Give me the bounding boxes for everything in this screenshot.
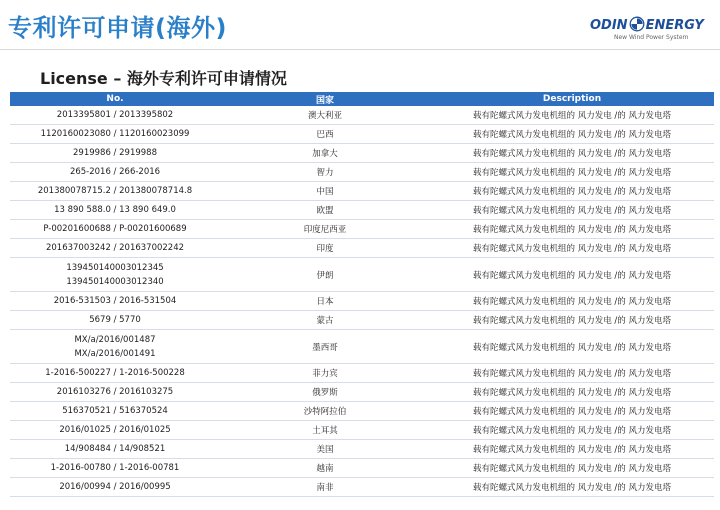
cell-country: 中国 <box>220 182 430 201</box>
cell-patent-number <box>10 402 220 421</box>
cell-patent-number <box>10 292 220 311</box>
cell-description: 载有陀螺式风力发电机组的 风力发电 /的 风力发电塔 <box>430 478 714 497</box>
cell-patent-number <box>10 220 220 239</box>
table-row <box>10 258 714 292</box>
patent-number-line: 1120160023080 / 1120160023099 <box>40 129 190 139</box>
cell-description: 载有陀螺式风力发电机组的 风力发电 /的 风力发电塔 <box>430 163 714 182</box>
section-heading: License – 海外专利许可申请情况 <box>40 69 287 88</box>
patent-number-line: 5679 / 5770 <box>89 315 141 325</box>
patent-number-line: 1-2016-00780 / 1-2016-00781 <box>50 463 180 473</box>
cell-patent-number <box>10 478 220 497</box>
cell-country: 菲力宾 <box>220 364 430 383</box>
table-row <box>10 311 714 330</box>
cell-country: 蒙古 <box>220 311 430 330</box>
cell-patent-number <box>10 106 220 125</box>
table-row <box>10 330 714 364</box>
table-row <box>10 421 714 440</box>
cell-description: 载有陀螺式风力发电机组的 风力发电 /的 风力发电塔 <box>430 182 714 201</box>
table-row <box>10 125 714 144</box>
cell-patent-number <box>10 330 220 364</box>
cell-description: 载有陀螺式风力发电机组的 风力发电 /的 风力发电塔 <box>430 421 714 440</box>
patent-number-line: 201637003242 / 201637002242 <box>45 243 185 253</box>
table-row <box>10 106 714 125</box>
table-row <box>10 292 714 311</box>
cell-country: 墨西哥 <box>220 330 430 364</box>
cell-description: 载有陀螺式风力发电机组的 风力发电 /的 风力发电塔 <box>430 201 714 220</box>
table-row <box>10 201 714 220</box>
cell-country: 越南 <box>220 459 430 478</box>
cell-description: 载有陀螺式风力发电机组的 风力发电 /的 风力发电塔 <box>430 440 714 459</box>
cell-description: 载有陀螺式风力发电机组的 风力发电 /的 风力发电塔 <box>430 220 714 239</box>
table-row <box>10 383 714 402</box>
table-row <box>10 459 714 478</box>
table-body <box>10 106 714 497</box>
cell-patent-number <box>10 440 220 459</box>
cell-country: 日本 <box>220 292 430 311</box>
table-row <box>10 364 714 383</box>
cell-patent-number <box>10 421 220 440</box>
patent-number-line: 2919986 / 2919988 <box>73 148 157 158</box>
table-row <box>10 402 714 421</box>
patent-number-line: 2016-531503 / 2016-531504 <box>53 296 177 306</box>
cell-description: 载有陀螺式风力发电机组的 风力发电 /的 风力发电塔 <box>430 383 714 402</box>
cell-country: 俄罗斯 <box>220 383 430 402</box>
header-divider <box>0 49 720 50</box>
column-header-country: 国家 <box>220 92 430 106</box>
cell-patent-number <box>10 144 220 163</box>
patent-number-line: MX/a/2016/001491 <box>74 348 156 359</box>
column-header-no: No. <box>10 92 220 106</box>
cell-description: 载有陀螺式风力发电机组的 风力发电 /的 风力发电塔 <box>430 144 714 163</box>
cell-patent-number <box>10 311 220 330</box>
cell-country: 澳大利亚 <box>220 106 430 125</box>
patent-number-line: 14/908484 / 14/908521 <box>64 444 166 454</box>
patent-number-line: 139450140003012340 <box>66 276 164 287</box>
cell-country: 沙特阿拉伯 <box>220 402 430 421</box>
logo-tagline: New Wind Power System <box>614 34 689 41</box>
table-row <box>10 144 714 163</box>
logo-text-right: ENERGY <box>645 18 704 33</box>
cell-description: 载有陀螺式风力发电机组的 风力发电 /的 风力发电塔 <box>430 459 714 478</box>
patent-number-line: MX/a/2016/001487 <box>74 334 156 345</box>
cell-country: 伊朗 <box>220 258 430 292</box>
cell-country: 印度尼西亚 <box>220 220 430 239</box>
table-header-row <box>10 92 714 106</box>
swirl-icon <box>629 16 645 32</box>
table-row <box>10 478 714 497</box>
cell-description: 载有陀螺式风力发电机组的 风力发电 /的 风力发电塔 <box>430 125 714 144</box>
logo-text-left: ODIN <box>590 18 628 33</box>
cell-country: 加拿大 <box>220 144 430 163</box>
cell-patent-number <box>10 459 220 478</box>
cell-country: 欧盟 <box>220 201 430 220</box>
patent-number-line: 2016103276 / 2016103275 <box>56 387 174 397</box>
cell-patent-number <box>10 125 220 144</box>
license-table <box>10 92 714 497</box>
cell-description: 载有陀螺式风力发电机组的 风力发电 /的 风力发电塔 <box>430 292 714 311</box>
cell-country: 南非 <box>220 478 430 497</box>
cell-country: 印度 <box>220 239 430 258</box>
patent-number-line: 139450140003012345 <box>66 262 164 273</box>
cell-description: 载有陀螺式风力发电机组的 风力发电 /的 风力发电塔 <box>430 239 714 258</box>
cell-description: 载有陀螺式风力发电机组的 风力发电 /的 风力发电塔 <box>430 258 714 292</box>
patent-number-line: 265-2016 / 266-2016 <box>69 167 161 177</box>
cell-patent-number <box>10 239 220 258</box>
cell-description: 载有陀螺式风力发电机组的 风力发电 /的 风力发电塔 <box>430 402 714 421</box>
patent-number-line: P-00201600688 / P-00201600689 <box>43 224 187 234</box>
cell-country: 土耳其 <box>220 421 430 440</box>
cell-patent-number <box>10 163 220 182</box>
cell-description: 载有陀螺式风力发电机组的 风力发电 /的 风力发电塔 <box>430 106 714 125</box>
patent-number-line: 201380078715.2 / 201380078714.8 <box>37 186 193 196</box>
patent-number-line: 1-2016-500227 / 1-2016-500228 <box>45 368 185 378</box>
cell-patent-number <box>10 182 220 201</box>
table-row <box>10 182 714 201</box>
cell-description: 载有陀螺式风力发电机组的 风力发电 /的 风力发电塔 <box>430 330 714 364</box>
patent-number-line: 516370521 / 516370524 <box>62 406 168 416</box>
cell-patent-number <box>10 383 220 402</box>
table-row <box>10 220 714 239</box>
patent-number-line: 2016/00994 / 2016/00995 <box>59 482 171 492</box>
cell-country: 智力 <box>220 163 430 182</box>
cell-patent-number <box>10 201 220 220</box>
patent-number-line: 13 890 588.0 / 13 890 649.0 <box>54 205 176 215</box>
cell-patent-number <box>10 258 220 292</box>
cell-country: 巴西 <box>220 125 430 144</box>
cell-patent-number <box>10 364 220 383</box>
logo-wordmark <box>590 16 704 33</box>
page-title: 专利许可申请(海外) <box>8 14 227 42</box>
patent-number-line: 2013395801 / 2013395802 <box>56 110 174 120</box>
patent-number-line: 2016/01025 / 2016/01025 <box>59 425 171 435</box>
table-row <box>10 440 714 459</box>
cell-country: 美国 <box>220 440 430 459</box>
cell-description: 载有陀螺式风力发电机组的 风力发电 /的 风力发电塔 <box>430 311 714 330</box>
company-logo <box>590 14 710 50</box>
column-header-description: Description <box>430 92 714 106</box>
table-row <box>10 163 714 182</box>
cell-description: 载有陀螺式风力发电机组的 风力发电 /的 风力发电塔 <box>430 364 714 383</box>
table-row <box>10 239 714 258</box>
